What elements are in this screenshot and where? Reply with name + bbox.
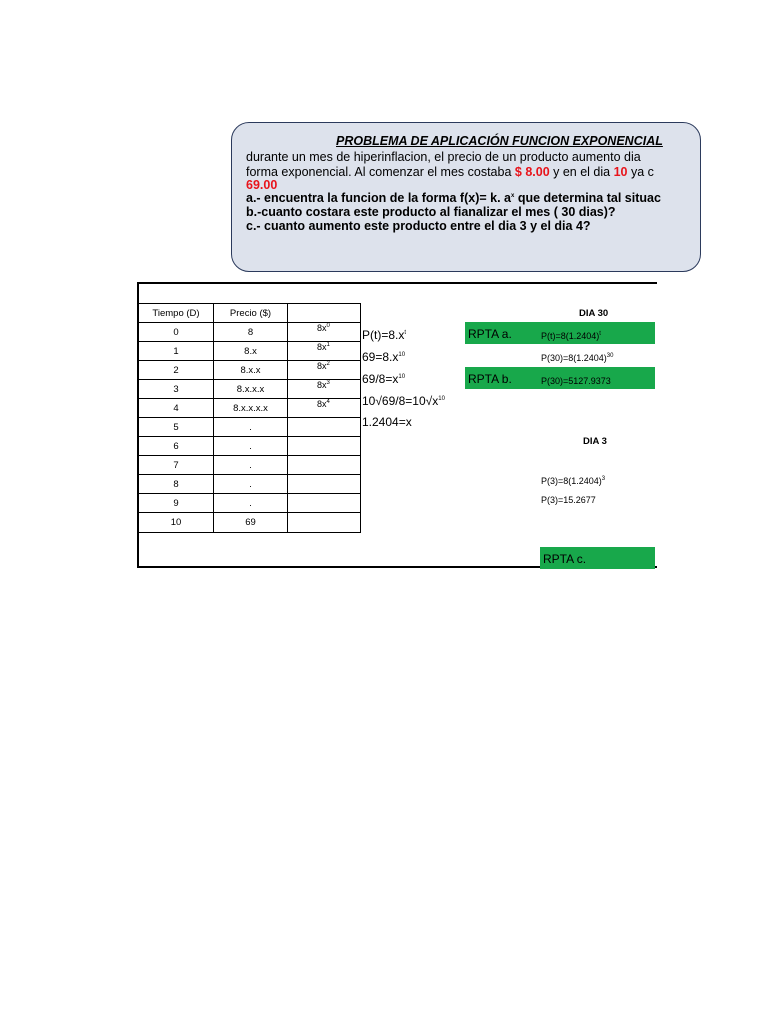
- cell-tiempo: 8: [139, 475, 214, 494]
- data-table: [138, 303, 361, 533]
- work-step-1-text: P(t)=8.x: [362, 328, 405, 342]
- question-a-pre: a.- encuentra la funcion de la forma f(x)= k. a: [246, 191, 511, 205]
- cell-exponent: [288, 323, 361, 342]
- cell-tiempo: 7: [139, 456, 214, 475]
- formula-a-text: P(t)=8(1.2404): [541, 331, 600, 341]
- cell-tiempo: 6: [139, 437, 214, 456]
- formula-30-text: P(30)=8(1.2404): [541, 353, 607, 363]
- cell-exponent-base: 8x: [317, 323, 327, 333]
- question-a: [246, 191, 661, 206]
- cell-exponent: [288, 494, 361, 513]
- problem-title: PROBLEMA DE APLICACIÓN FUNCION EXPONENCIAL: [336, 134, 663, 148]
- work-step-1-sup: t: [404, 330, 407, 336]
- table-row: [139, 323, 361, 342]
- header-tiempo: Tiempo (D): [139, 304, 214, 323]
- formula-3-result: P(3)=15.2677: [541, 495, 596, 505]
- work-step-3: [362, 372, 405, 386]
- work-step-3-text: 69/8=x: [362, 372, 399, 386]
- cell-exponent: [288, 380, 361, 399]
- cell-precio: 8.x: [214, 342, 288, 361]
- problem-line-2-c: ya c: [627, 165, 654, 179]
- cell-tiempo: 10: [139, 513, 214, 533]
- cell-tiempo: 2: [139, 361, 214, 380]
- cell-precio: .: [214, 475, 288, 494]
- cell-exponent-power: 2: [326, 361, 330, 367]
- formula-3-sup: 3: [601, 476, 606, 482]
- work-step-2-sup: 10: [398, 352, 406, 358]
- cell-exponent: [288, 456, 361, 475]
- cell-tiempo: 1: [139, 342, 214, 361]
- table-row: [139, 342, 361, 361]
- work-step-4-text: 10√69/8=10√x: [362, 394, 439, 408]
- cell-exponent-power: 4: [326, 399, 330, 405]
- cell-exponent: [288, 513, 361, 533]
- work-step-1: [362, 328, 406, 342]
- table-row: [139, 513, 361, 533]
- cell-exponent-base: 8x: [317, 342, 327, 352]
- cell-exponent-base: 8x: [317, 361, 327, 371]
- cell-precio: .: [214, 494, 288, 513]
- cell-exponent: [288, 361, 361, 380]
- header-precio: Precio ($): [214, 304, 288, 323]
- formula-30: [541, 353, 613, 363]
- rpta-a-label: RPTA a.: [468, 327, 512, 341]
- work-step-4-sup: 10: [438, 396, 445, 402]
- table-row: [139, 399, 361, 418]
- cell-exponent-base: 8x: [317, 380, 327, 390]
- cell-tiempo: 0: [139, 323, 214, 342]
- formula-3: [541, 476, 605, 486]
- table-row: [139, 475, 361, 494]
- question-c: c.- cuanto aumento este producto entre el dia 3 y el dia 4?: [246, 219, 591, 233]
- problem-line-1: durante un mes de hiperinflacion, el precio de un producto aumento dia: [246, 150, 641, 164]
- cell-exponent: [288, 437, 361, 456]
- price-day10: 69.00: [246, 178, 278, 192]
- table-row: [139, 456, 361, 475]
- work-step-4: [362, 394, 445, 408]
- cell-precio: 8.x.x.x.x: [214, 399, 288, 418]
- table-body: [139, 323, 361, 533]
- table-header-row: [139, 304, 361, 323]
- cell-exponent-power: 3: [326, 380, 330, 386]
- work-step-2: [362, 350, 405, 364]
- formula-b-result: P(30)=5127.9373: [541, 376, 611, 386]
- work-step-5: 1.2404=x: [362, 415, 412, 429]
- rpta-b-label: RPTA b.: [468, 372, 512, 386]
- problem-line-2-b: y en el dia: [549, 165, 614, 179]
- dia30-label: DIA 30: [579, 308, 609, 319]
- cell-tiempo: 9: [139, 494, 214, 513]
- formula-3-text: P(3)=8(1.2404): [541, 476, 602, 486]
- table-row: [139, 361, 361, 380]
- formula-30-sup: 30: [606, 353, 614, 359]
- cell-tiempo: 4: [139, 399, 214, 418]
- cell-precio: 8: [214, 323, 288, 342]
- cell-precio: .: [214, 418, 288, 437]
- problem-line-2: [246, 165, 654, 180]
- cell-exponent-power: 1: [326, 342, 330, 348]
- table-row: [139, 418, 361, 437]
- cell-exponent: [288, 418, 361, 437]
- header-blank: [288, 304, 361, 323]
- question-a-sup: x: [511, 192, 515, 199]
- question-b: b.-cuanto costara este producto al fianalizar el mes ( 30 dias)?: [246, 205, 616, 219]
- work-step-2-text: 69=8.x: [362, 350, 399, 364]
- problem-line-2-a: forma exponencial. Al comenzar el mes costaba: [246, 165, 515, 179]
- cell-precio: 8.x.x.x: [214, 380, 288, 399]
- cell-precio: 8.x.x: [214, 361, 288, 380]
- work-step-3-sup: 10: [398, 374, 406, 380]
- day-number: 10: [613, 165, 628, 179]
- cell-exponent: [288, 399, 361, 418]
- table-row: [139, 380, 361, 399]
- price-start: $ 8.00: [514, 165, 550, 179]
- problem-box: [231, 122, 701, 272]
- cell-tiempo: 5: [139, 418, 214, 437]
- cell-exponent: [288, 475, 361, 494]
- dia3-label: DIA 3: [583, 436, 607, 447]
- cell-precio: .: [214, 437, 288, 456]
- cell-exponent: [288, 342, 361, 361]
- table-row: [139, 494, 361, 513]
- cell-exponent-base: 8x: [317, 399, 327, 409]
- cell-precio: .: [214, 456, 288, 475]
- cell-precio: 69: [214, 513, 288, 533]
- table-row: [139, 437, 361, 456]
- cell-exponent-power: 0: [326, 323, 330, 329]
- formula-a-sup: t: [599, 331, 601, 337]
- rpta-c-label: RPTA c.: [543, 552, 587, 566]
- cell-tiempo: 3: [139, 380, 214, 399]
- formula-a: [541, 331, 601, 341]
- question-a-post: que determina tal situac: [514, 191, 661, 205]
